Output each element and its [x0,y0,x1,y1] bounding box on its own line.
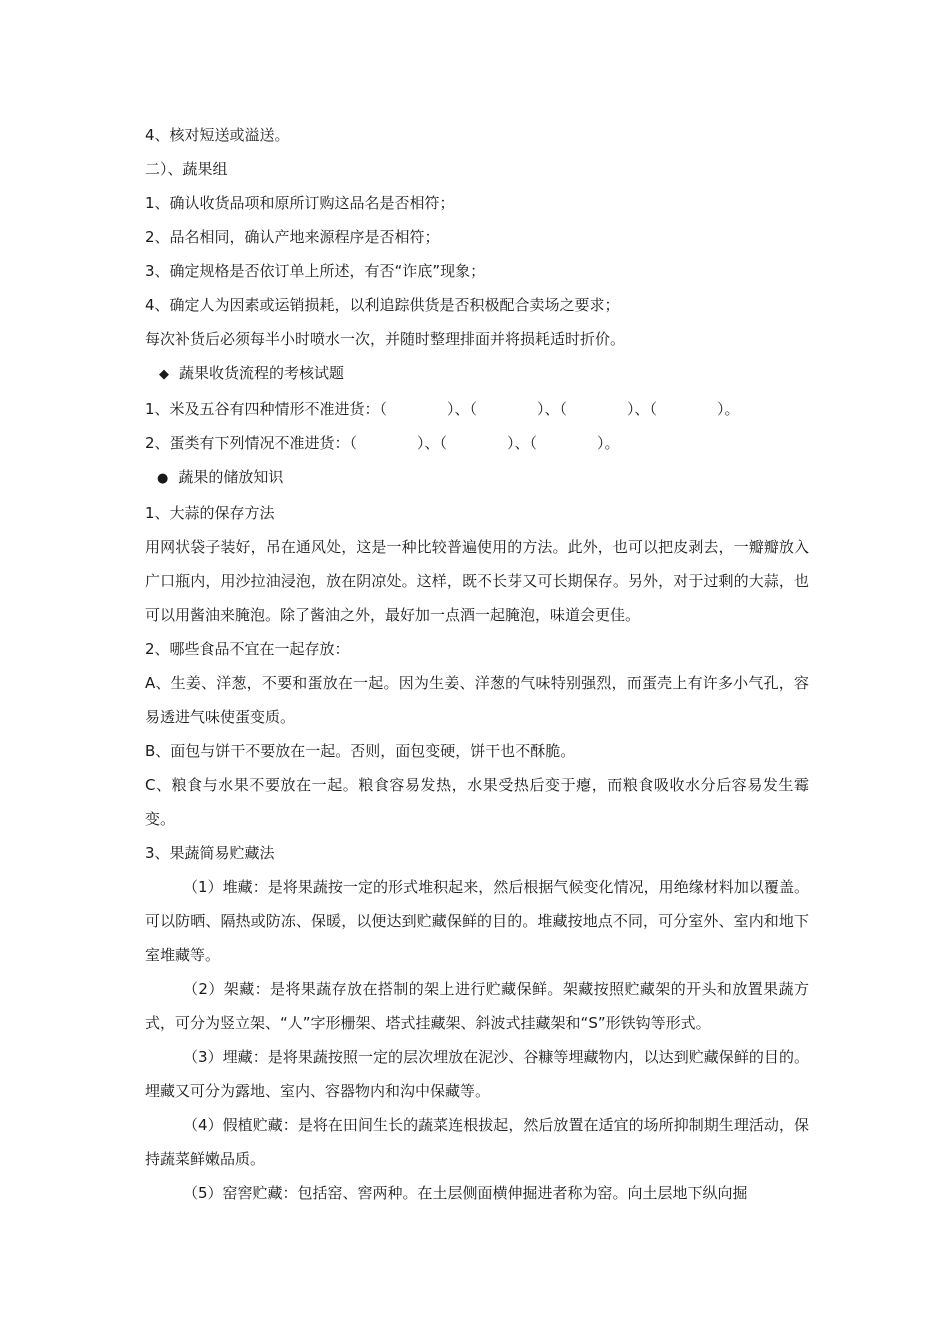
quiz-question-1: 1、米及五谷有四种情形不准进货：（ ）、（ ）、（ ）、（ ）。 [145,400,740,418]
quiz-title: 蔬果收货流程的考核试题 [179,364,345,382]
subsection-title: 1、大蒜的保存方法 [145,504,275,522]
text-line: 4、核对短送或溢送。 [145,126,290,144]
bullet-dot-icon: ● [157,471,169,486]
method-paragraph: （1）堆藏：是将果蔬按一定的形式堆积起来，然后根据气候变化情况，用绝缘材料加以覆盖。可以防晒、隔热或防冻、保暖，以便达到贮藏保鲜的目的。堆藏按地点不同，可分室外、室内和地下室堆藏等。 [145,878,809,964]
method-paragraph: （4）假植贮藏：是将在田间生长的蔬菜连根拔起，然后放置在适宜的场所抑制期生理活动，保持蔬菜鲜嫩品质。 [145,1116,809,1168]
storage-heading [145,460,809,496]
text-line: 2、品名相同，确认产地来源程序是否相符； [145,228,440,246]
quiz-heading [145,356,809,392]
paragraph: C、粮食与水果不要放在一起。粮食容易发热，水果受热后变于瘪，而粮食吸收水分后容易发生霉变。 [145,776,809,828]
method-paragraph: （2）架藏：是将果蔬存放在搭制的架上进行贮藏保鲜。架藏按照贮藏架的开头和放置果蔬方式，可分为竖立架、“人”字形栅架、塔式挂藏架、斜波式挂藏架和“S”形铁钩等形式。 [145,980,809,1032]
method-paragraph: （5）窑窖贮藏：包括窑、窖两种。在土层侧面横伸掘进者称为窑。向土层地下纵向掘 [183,1184,748,1202]
section-heading: 二）、蔬果组 [145,160,228,178]
diamond-icon: ◆ [159,367,169,382]
text-line: 4、确定人为因素或运销损耗，以利追踪供货是否积极配合卖场之要求； [145,296,620,314]
subsection-title: 2、哪些食品不宜在一起存放： [145,640,350,658]
paragraph: B、面包与饼干不要放在一起。否则，面包变硬，饼干也不酥脆。 [145,742,576,760]
document-page [145,118,809,1210]
subsection-title: 3、果蔬简易贮藏法 [145,844,275,862]
quiz-question-2: 2、蛋类有下列情况不准进货：（ ）、（ ）、（ ）。 [145,434,620,452]
paragraph: 用网状袋子装好，吊在通风处，这是一种比较普遍使用的方法。此外，也可以把皮剥去，一瓣瓣放入广口瓶内，用沙拉油浸泡，放在阴凉处。这样，既不长芽又可长期保存。另外，对于过剩的大蒜，也可以用酱油来腌泡。除了酱油之外，最好加一点酒一起腌泡，味道会更佳。 [145,538,809,624]
text-line: 1、确认收货品项和原所订购这品名是否相符； [145,194,455,212]
paragraph: A、生姜、洋葱，不要和蛋放在一起。因为生姜、洋葱的气味特别强烈，而蛋壳上有许多小气孔，容易透进气味使蛋变质。 [145,674,809,726]
text-line: 3、确定规格是否依订单上所述，有否“诈底”现象； [145,262,486,280]
text-line: 每次补货后必须每半小时喷水一次，并随时整理排面并将损耗适时折价。 [145,330,626,348]
method-paragraph: （3）埋藏：是将果蔬按照一定的层次埋放在泥沙、谷糠等埋藏物内，以达到贮藏保鲜的目的。埋藏又可分为露地、室内、容器物内和沟中保藏等。 [145,1048,809,1100]
storage-title: 蔬果的储放知识 [178,468,284,486]
